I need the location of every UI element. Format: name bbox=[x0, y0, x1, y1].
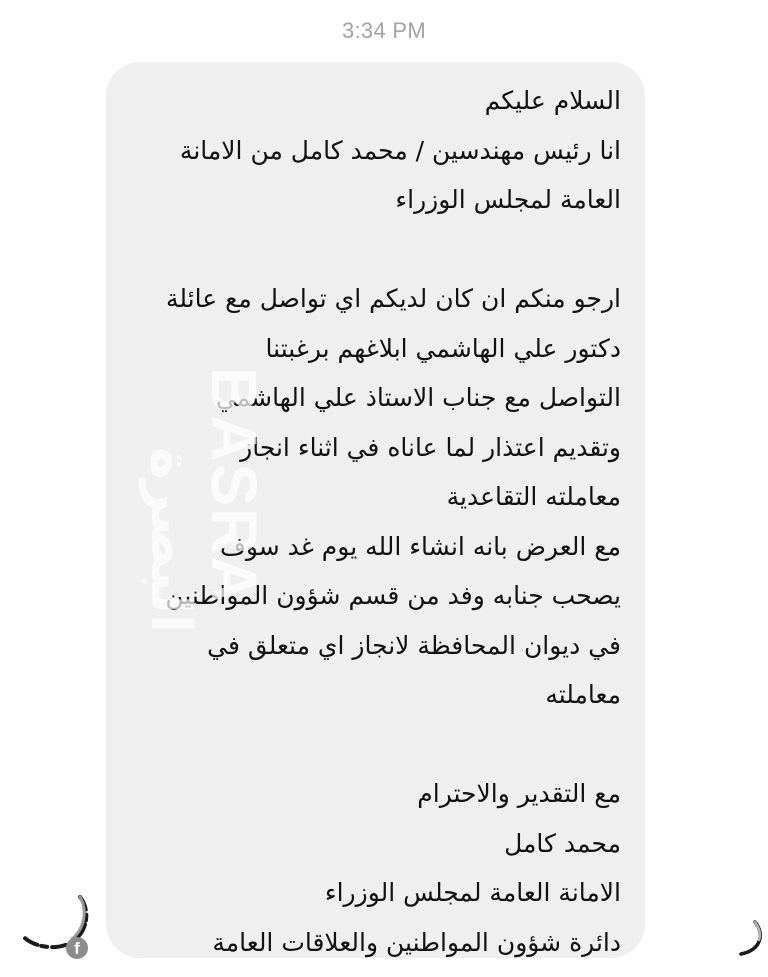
message-line: مع العرض بانه انشاء الله يوم غد سوف bbox=[219, 531, 621, 561]
message-line: السلام عليكم bbox=[484, 86, 621, 115]
message-line: مع التقدير والاحترام bbox=[417, 779, 621, 808]
message-line: انا رئيس مهندسين / محمد كامل من الامانة bbox=[179, 135, 621, 165]
watermark-arabic: البصرة bbox=[138, 447, 203, 634]
message-text bbox=[130, 76, 621, 958]
message-line: الامانة العامة لمجلس الوزراء bbox=[324, 878, 621, 907]
message-bubble[interactable] bbox=[106, 62, 645, 958]
message-line: معاملته bbox=[545, 680, 621, 709]
facebook-icon: f bbox=[66, 937, 88, 959]
watermark-latin: BASRA bbox=[198, 367, 270, 605]
message-line: العامة لمجلس الوزراء bbox=[395, 185, 621, 214]
message-blank-line bbox=[130, 720, 621, 770]
message-blank-line bbox=[130, 225, 621, 275]
message-line: في ديوان المحافظة لانجاز اي متعلق في bbox=[207, 630, 621, 660]
message-line: دائرة شؤون المواطنين والعلاقات العامة bbox=[212, 927, 621, 957]
message-line: ارجو منكم ان كان لديكم اي تواصل مع عائلة bbox=[165, 284, 621, 313]
message-line: معاملته التقاعدية bbox=[446, 482, 621, 511]
message-line: التواصل مع جناب الاستاذ علي الهاشمي bbox=[215, 383, 621, 412]
message-timestamp: 3:34 PM bbox=[341, 18, 427, 43]
message-line: دكتور علي الهاشمي ابلاغهم برغبتنا bbox=[265, 333, 621, 363]
message-line: وتقديم اعتذار لما عاناه في اثناء انجاز bbox=[240, 432, 621, 462]
message-line: يصحب جنابه وفد من قسم شؤون المواطنين bbox=[165, 581, 621, 610]
crescent-ornament-icon bbox=[735, 920, 765, 960]
message-line: محمد كامل bbox=[504, 828, 621, 858]
